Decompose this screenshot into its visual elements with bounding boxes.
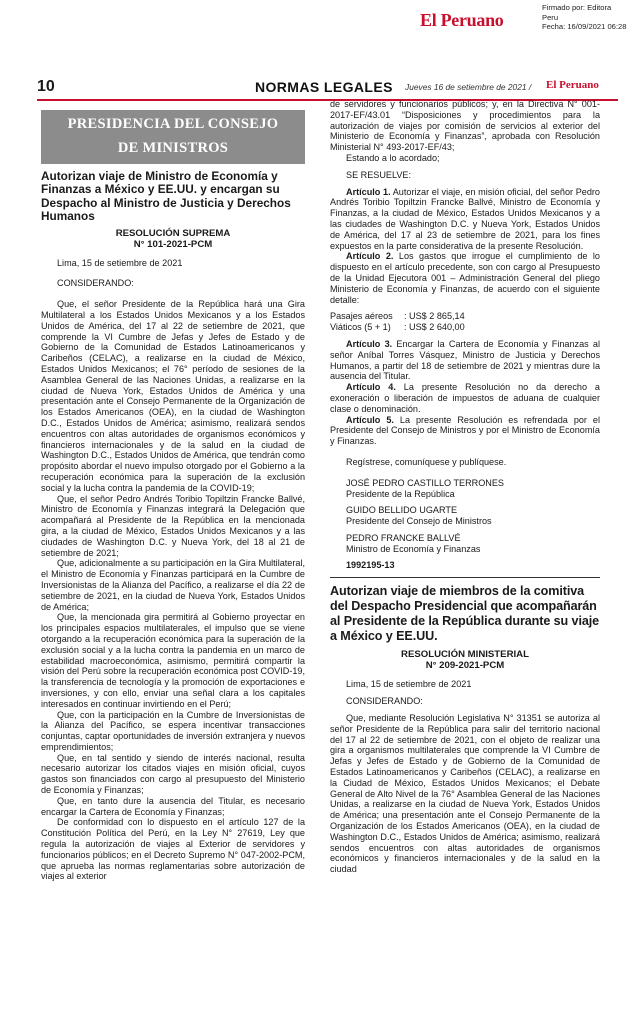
paragraph: Que, el señor Pedro Andrés Toribio Topiltzin Francke Ballvé, Ministro de Economía y Finanzas integrará la Delegación que acompañará al Presidente de la República en la mencionada gira, a la ciudad de México, Estados Unidos Mexicanos y a las ciudades de Washington D.C. y Nueva York, del 18 al 21 de setiembre de 2021; — [41, 493, 305, 558]
paragraph: Que, mediante Resolución Legislativa N° 31351 se autoriza al señor Presidente de la República para salir del territorio nacional del 17 al 22 de setiembre de 2021, con el objeto de realizar una gira a organismos multilaterales que comprende la VI Cumbre de Jefas y Jefes de Estado y de Gobierno de la Comunidad de Estados Latinoamericanos y Caribeños (CELAC), a realizarse en la Ciudad de México, Estados Unidos Mexicanos; el Debate General de Alto Nivel de la 76° Asamblea General de las Naciones Unidas, a realizarse en la ciudad de Nueva York, Estados Unidos de América; una presentación ante el Consejo Permanente de la Organización de los Estados Americanos (OEA), en la ciudad de Washington D.C., Estados Unidos de América; asimismo, realizará sendos encuentros con altas autoridades de organismos económicos y financieros internacionales y de la salud en la ciudad — [330, 713, 600, 875]
article-label: Artículo 5. — [346, 414, 394, 425]
page-number: 10 — [37, 78, 55, 95]
signature-logo: El Peruano — [420, 10, 504, 30]
article — [330, 415, 600, 447]
page-header — [37, 76, 618, 98]
section-title: NORMAS LEGALES — [255, 79, 393, 95]
considerando-heading: CONSIDERANDO: — [346, 696, 423, 707]
signers-block — [330, 478, 600, 555]
expense-label: Pasajes aéreos — [330, 311, 393, 322]
signer-name: JOSÉ PEDRO CASTILLO TERRONES — [346, 477, 504, 488]
resolution-type: RESOLUCIÓN MINISTERIAL — [401, 649, 529, 661]
paragraph: Estando a lo acordado; — [346, 152, 440, 163]
resolution-type: RESOLUCIÓN SUPREMA — [115, 227, 231, 239]
paragraph: De conformidad con lo dispuesto en el artículo 127 de la Constitución Política del Perú, en la Ley N° 27619, Ley que regula la autorización de viajes al Exterior de servidores y funcionarios públicos; en el Decreto Supremo N° 047-2002-PCM, que aprueba las normas reglamentarias sobre autorización de viajes al exterior — [41, 817, 305, 882]
signer-role: Presidente del Consejo de Ministros — [346, 516, 492, 527]
signer-name: PEDRO FRANCKE BALLVÉ — [346, 532, 461, 543]
expense-value: : US$ 2 640,00 — [404, 322, 465, 333]
paragraph: Que, el señor Presidente de la República hará una Gira Multilateral a los Estados Unidos Mexicanos y a los Estados Unidos de América, del 17 al 22 de setiembre de 2021, que comprende la VI Cumbre de Jefas y Jefes de Estado y de Gobierno de la Comunidad de Estados Latinoamericanos y Caribeños (CELAC), a realizarse en la ciudad de México, Estados Unidos Mexicanos; el 76° período de sesiones de la Asamblea General de las Naciones Unidas, a realizarse en la ciudad de Nueva York, Estados Unidos de América y una presentación ante el Consejo Permanente de la Organización de los Estados Americanos (OEA), en la ciudad de Washington D.C., Estados Unidos de América; asimismo, realizará sendos encuentros con altas autoridades de organismos económicos y financieros internacionales y de la salud en la ciudad de Washington D.C., Estados Unidos de América, que tendrán como propósito abordar el nuevo impulso otorgado por el Gobierno a la recuperación económica para la superación de la exclusión social y la lucha contra la pandemia de la COVID-19; — [41, 299, 305, 493]
paragraph: de servidores y funcionarios públicos; y, en la Directiva N° 001-2017-EF/43.01 “Disposiciones y procedimientos para la autorización de viajes por comisión de servicios al exterior del Ministerio de Economía y Finanzas”, aprobada con Resolución Ministerial N° 493-2017-EF/43; — [330, 99, 600, 153]
header-logo: El Peruano — [546, 79, 599, 91]
article-text: La presente Resolución no da derecho a exoneración o liberación de impuestos de aduana de cualquier clase o denominación. — [330, 382, 600, 414]
article-text: Autorizar el viaje, en misión oficial, del señor Pedro Andrés Toribio Topiltzin Francke Ballvé, Ministro de Economía y Finanzas, a la ciudad de México, Estados Unidos Mexicanos y a las ciudades de Washington D.C. y Nueva York, Estados Unidos de América, del 17 al 23 de setiembre de 2021, para los fines expuestos en la parte considerativa de la presente Resolución. — [330, 186, 600, 251]
signer-role: Ministro de Economía y Finanzas — [346, 543, 481, 554]
resolution-number — [41, 228, 305, 250]
article-text: La presente Resolución es refrendada por el Presidente del Consejo de Ministros y por el Ministro de Economía y Finanzas. — [330, 414, 601, 447]
signer-role: Presidente de la República — [346, 488, 455, 499]
digital-signature-block — [0, 0, 642, 66]
resolution-code: N° 209-2021-PCM — [425, 660, 505, 672]
signature-line: Firmado por: Editora — [542, 3, 612, 12]
banner-line: DE MINISTROS — [117, 140, 229, 156]
section-banner — [41, 110, 305, 164]
expense-row — [330, 322, 600, 333]
resolution-title: Autorizan viaje de miembros de la comitiva del Despacho Presidencial que acompañarán al Presidente de la República durante su viaje a México y EE.UU. — [330, 584, 600, 643]
resuelve-heading: SE RESUELVE: — [346, 169, 412, 180]
signer-name: GUIDO BELLIDO UGARTE — [346, 505, 458, 516]
article-text: Encargar la Cartera de Economía y Finanzas al señor Aníbal Torres Vásquez, Ministro de Justicia y Derechos Humanos, a partir del 18 de setiembre de 2021 y mientras dure la ausencia del Titular. — [330, 338, 600, 382]
right-column — [330, 99, 600, 875]
article-label: Artículo 1. — [346, 186, 391, 197]
considerando-heading: CONSIDERANDO: — [57, 278, 134, 289]
header-date: Jueves 16 de setiembre de 2021 / — [405, 82, 532, 92]
article — [330, 187, 600, 252]
signature-line: Fecha: 16/09/2021 06:28 — [542, 22, 627, 32]
paragraph: Que, en tal sentido y siendo de interés nacional, resulta necesario autorizar los citados viajes en misión oficial, cuyos gastos son financiados con cargo al presupuesto del Ministerio de Economía y Finanzas; — [41, 752, 305, 796]
article-label: Artículo 3. — [346, 338, 393, 349]
expense-row — [330, 311, 600, 322]
paragraph: Que, en tanto dure la ausencia del Titular, es necesario encargar la Cartera de Economía y Finanzas; — [41, 795, 305, 817]
article-text: Los gastos que irrogue el cumplimiento de lo dispuesto en el artículo precedente, son con cargo al Presupuesto de la Unidad Ejecutora 001 – Administración General del pliego Ministerio de Economía y Finanzas, de acuerdo con el siguiente detalle: — [330, 251, 600, 305]
paragraph: Que, la mencionada gira permitirá al Gobierno proyectar en los principales espacios multilaterales, el impulso que se viene otorgando a la recuperación económica para la superación de la exclusión social y a la lucha contra la pandemia en un marco de estabilidad macroeconómica, asimismo, permitirá compartir la visión del Perú sobre la recuperación económica post COVID-19, la transferencia de tecnología y la promoción de exportaciones e inversiones, y con ello, enviar una señal clara a los capitales interesados en continuar invirtiendo en el Perú; — [41, 612, 305, 709]
article-label: Artículo 2. — [346, 251, 394, 262]
resolution-number — [330, 649, 600, 671]
place-date: Lima, 15 de setiembre de 2021 — [346, 679, 472, 690]
signature-text — [542, 3, 626, 32]
article — [330, 251, 600, 305]
document-code: 1992195-13 — [346, 560, 395, 571]
expense-value: : US$ 2 865,14 — [404, 311, 465, 322]
article-label: Artículo 4. — [346, 382, 396, 393]
signature-line: Peru — [542, 12, 559, 22]
separator-rule — [330, 577, 600, 578]
paragraph: Que, con la participación en la Cumbre de Inversionistas de la Alianza del Pacífico, se espera incentivar transacciones conjuntas, captar oportunidades de inversión extranjera y nuevos emprendimientos; — [41, 709, 305, 752]
place-date: Lima, 15 de setiembre de 2021 — [57, 257, 183, 268]
closing-formula: Regístrese, comuníquese y publíquese. — [346, 456, 507, 467]
banner-line: PRESIDENCIA DEL CONSEJO — [67, 116, 279, 132]
article — [330, 339, 600, 382]
expense-label: Viáticos (5 + 1) — [330, 322, 391, 333]
paragraph: Que, adicionalmente a su participación en la Gira Multilateral, el Ministro de Economía y Finanzas participará en la Cumbre de Inversionistas de la Alianza del Pacífico, a realizarse el día 22 de setiembre de 2021, en la ciudad de Nueva York, Estados Unidos de América; — [41, 558, 305, 612]
article — [330, 382, 600, 414]
left-column — [41, 110, 305, 882]
resolution-title: Autorizan viaje de Ministro de Economía y Finanzas a México y EE.UU. y encargan su Despacho al Ministro de Justicia y Derechos Humanos — [41, 169, 291, 224]
resolution-code: N° 101-2021-PCM — [133, 238, 213, 250]
